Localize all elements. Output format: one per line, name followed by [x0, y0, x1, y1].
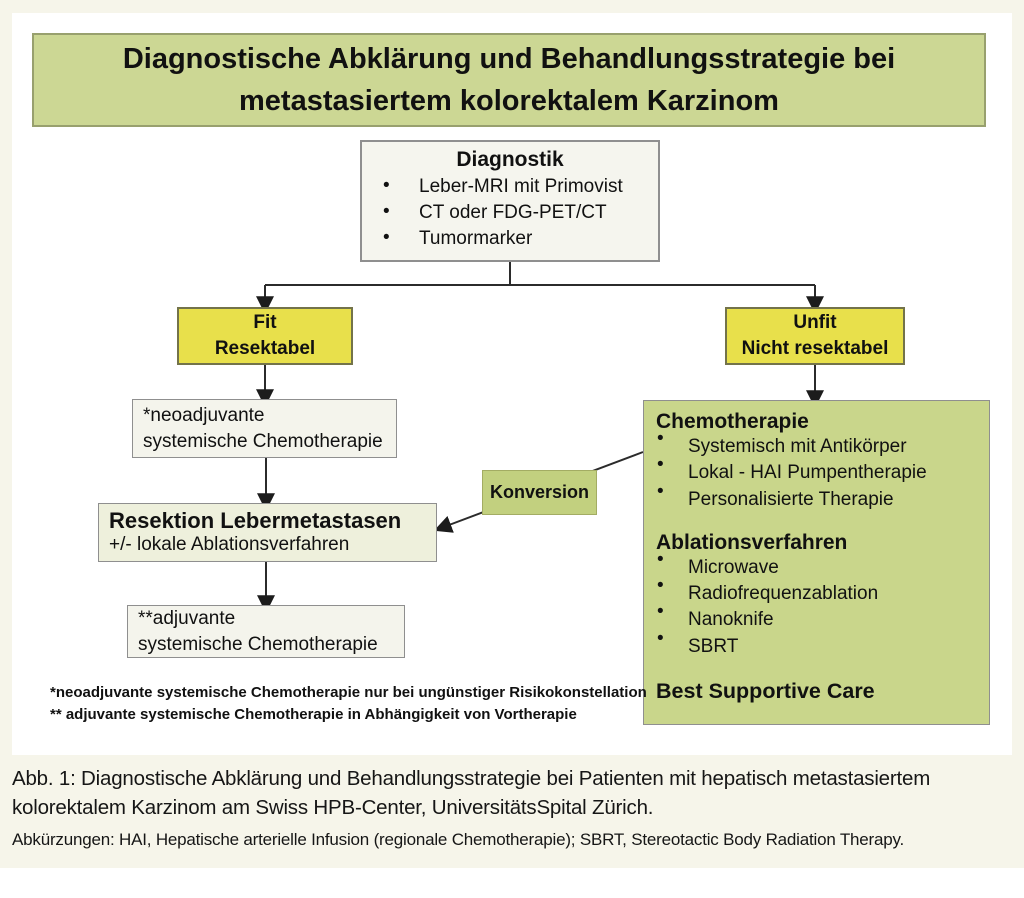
list-item — [372, 226, 648, 252]
unfit-nicht-resektabel-box — [725, 307, 905, 365]
chemotherapie-list — [656, 428, 977, 513]
ablation-item-text: SBRT — [688, 635, 739, 657]
figure-title-banner — [32, 33, 986, 127]
bullet-icon: • — [383, 227, 390, 249]
diagnostik-list — [372, 174, 648, 253]
diagnostik-box — [360, 140, 660, 262]
footnotes — [50, 682, 690, 726]
ablation-item-text: Microwave — [688, 557, 779, 579]
list-item — [656, 428, 977, 460]
figure-caption — [12, 764, 1007, 851]
bullet-icon: • — [657, 454, 664, 476]
resektion-line1: Resektion Lebermetastasen — [109, 508, 402, 534]
diagnostik-heading: Diagnostik — [456, 148, 564, 171]
ablation-item-text: Nanoknife — [688, 609, 774, 631]
fit-resektabel-box — [177, 307, 353, 365]
adjuvant-chemo-box — [127, 605, 405, 658]
list-item — [656, 454, 977, 486]
list-item — [656, 627, 977, 660]
caption-abbreviations: Abkürzungen: HAI, Hepatische arterielle Infusion (regionale Chemotherapie); SBRT, Stereotactic Body Radiation Therapy. — [12, 830, 905, 850]
caption-main-text: Abb. 1: Diagnostische Abklärung und Behandlungsstrategie bei Patienten mit hepatisch metastasiertem kolorektalem Karzinom am Swiss HPB-Center, UniversitätsSpital Zürich. — [12, 767, 931, 820]
neoadjuvant-line2: systemische Chemotherapie — [143, 430, 383, 452]
bullet-icon: • — [657, 575, 664, 597]
list-item — [372, 174, 648, 200]
ablation-item-text: Radiofrequenzablation — [688, 583, 879, 605]
bullet-icon: • — [657, 549, 664, 571]
ablationsverfahren-heading: Ablationsverfahren — [656, 530, 848, 554]
bullet-icon: • — [383, 201, 390, 223]
bullet-icon: • — [383, 175, 390, 196]
best-supportive-care-heading: Best Supportive Care — [656, 678, 875, 703]
unfit-treatment-box — [643, 400, 990, 725]
footnote-line: *neoadjuvante systemische Chemotherapie nur bei ungünstiger Risikokonstellation — [50, 684, 647, 701]
chemo-item-text: Personalisierte Therapie — [688, 488, 894, 510]
chemo-item-text: Systemisch mit Antikörper — [688, 436, 907, 458]
list-item — [372, 200, 648, 226]
figure-title-text: Diagnostische Abklärung und Behandlungsstrategie bei metastasiertem kolorektalem Karzinom — [122, 42, 896, 117]
unfit-line1: Unfit — [793, 312, 837, 334]
list-item — [656, 549, 977, 581]
resektion-lebermetastasen-box — [98, 503, 437, 562]
resektion-line2: +/- lokale Ablationsverfahren — [109, 533, 350, 555]
ablationsverfahren-list — [656, 549, 977, 660]
bullet-icon: • — [657, 601, 664, 623]
bullet-icon: • — [657, 480, 664, 502]
neoadjuvant-chemo-box — [132, 399, 397, 458]
diagnostik-item-text: Tumormarker — [419, 228, 533, 250]
adjuvant-line2: systemische Chemotherapie — [138, 633, 378, 655]
konversion-box — [482, 470, 597, 515]
list-item — [656, 601, 977, 633]
spacer — [656, 513, 977, 530]
diagnostik-item-text: Leber-MRI mit Primovist — [419, 176, 623, 197]
bullet-icon: • — [657, 428, 664, 450]
list-item — [656, 480, 977, 513]
neoadjuvant-line1: *neoadjuvante — [143, 404, 265, 426]
list-item — [656, 575, 977, 607]
chemotherapie-heading: Chemotherapie — [656, 410, 809, 433]
fit-line1: Fit — [253, 312, 277, 334]
spacer — [656, 660, 977, 677]
konversion-label: Konversion — [489, 482, 590, 502]
bullet-icon: • — [657, 627, 664, 649]
fit-line2: Resektabel — [214, 338, 316, 359]
footnote-line: ** adjuvante systemische Chemotherapie in Abhängigkeit von Vortherapie — [50, 705, 577, 723]
unfit-line2: Nicht resektabel — [741, 338, 889, 359]
diagnostik-item-text: CT oder FDG-PET/CT — [419, 202, 607, 224]
chemo-item-text: Lokal - HAI Pumpentherapie — [688, 462, 927, 484]
adjuvant-line1: **adjuvante — [138, 607, 236, 629]
